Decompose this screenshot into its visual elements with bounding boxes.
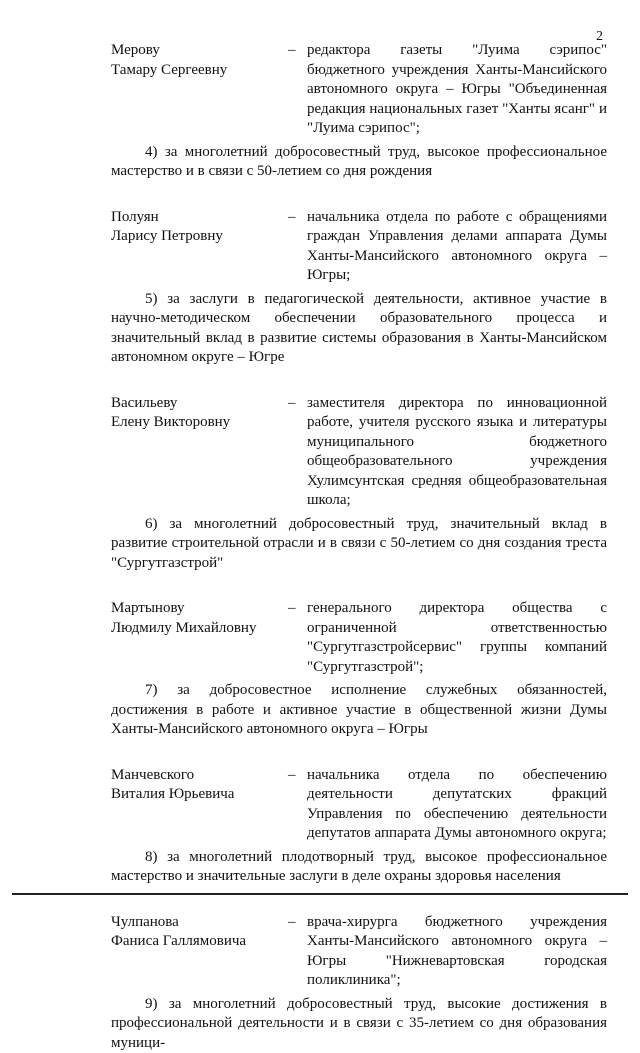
person-name — [111, 208, 288, 286]
surname: Полуян — [111, 208, 288, 228]
position-text: генерального директора общества с ограниченной ответственностью "Сургутгазстройсервис" группы компаний "Сургутгазстрой"; — [307, 599, 607, 677]
award-reason-paragraph: 8) за многолетний плодотворный труд, высокое профессиональное мастерство и значительные заслуги в деле охраны здоровья населения — [111, 848, 607, 887]
given-names: Людмилу Михайловну — [111, 619, 288, 639]
award-reason-paragraph: 9) за многолетний добросовестный труд, высокие достижения в профессиональной деятельности и в связи с 35-летием со дня образования муници- — [111, 995, 607, 1053]
given-names: Фаниса Галлямовича — [111, 932, 288, 952]
award-entry — [111, 913, 607, 991]
award-entry — [111, 41, 607, 139]
award-entry — [111, 394, 607, 511]
surname: Мерову — [111, 41, 288, 61]
award-entry — [111, 599, 607, 677]
person-name — [111, 913, 288, 991]
surname: Мартынову — [111, 599, 288, 619]
position-text: врача-хирурга бюджетного учреждения Ханты-Мансийского автономного округа – Югры "Нижневартовская городская поликлиника"; — [307, 913, 607, 991]
dash: – — [288, 41, 307, 139]
surname: Васильеву — [111, 394, 288, 414]
person-name — [111, 766, 288, 844]
given-names: Елену Викторовну — [111, 413, 288, 433]
position-text: редактора газеты "Луима сэрипос" бюджетного учреждения Ханты-Мансийского автономного округа – Югры "Объединенная редакция национальных газет "Ханты ясанг" и "Луима сэрипос"; — [307, 41, 607, 139]
given-names: Виталия Юрьевича — [111, 785, 288, 805]
page-number: 2 — [596, 27, 603, 47]
page-bottom-rule — [12, 893, 628, 895]
dash: – — [288, 599, 307, 677]
position-text: заместителя директора по инновационной работе, учителя русского языка и литературы муниципального бюджетного общеобразовательного учреждения Хулимсунтская средняя общеобразовательная школа; — [307, 394, 607, 511]
dash: – — [288, 208, 307, 286]
person-name — [111, 394, 288, 511]
award-reason-paragraph: 5) за заслуги в педагогической деятельности, активное участие в научно-методическом обеспечении образовательного процесса и значительный вклад в развитие системы образования в Ханты-Мансийском автономном округе – Югре — [111, 290, 607, 368]
surname: Манчевского — [111, 766, 288, 786]
position-text: начальника отдела по работе с обращениями граждан Управления делами аппарата Думы Ханты-Мансийского автономного округа – Югры; — [307, 208, 607, 286]
award-entry — [111, 208, 607, 286]
surname: Чулпанова — [111, 913, 288, 933]
position-text: начальника отдела по обеспечению деятельности депутатских фракций Управления по обеспечению деятельности депутатов аппарата Думы автономного округа; — [307, 766, 607, 844]
award-reason-paragraph: 6) за многолетний добросовестный труд, значительный вклад в развитие строительной отрасли и в связи с 50-летием со дня создания треста "Сургутгазстрой" — [111, 515, 607, 574]
dash: – — [288, 766, 307, 844]
award-reason-paragraph: 4) за многолетний добросовестный труд, высокое профессиональное мастерство и в связи с 50-летием со дня рождения — [111, 143, 607, 182]
person-name — [111, 599, 288, 677]
given-names: Ларису Петровну — [111, 227, 288, 247]
person-name — [111, 41, 288, 139]
award-reason-paragraph: 7) за добросовестное исполнение служебных обязанностей, достижения в работе и активное участие в общественной жизни Думы Ханты-Мансийского автономного округа – Югры — [111, 681, 607, 740]
given-names: Тамару Сергеевну — [111, 61, 288, 81]
dash: – — [288, 394, 307, 511]
document-body — [111, 41, 607, 1053]
dash: – — [288, 913, 307, 991]
award-entry — [111, 766, 607, 844]
